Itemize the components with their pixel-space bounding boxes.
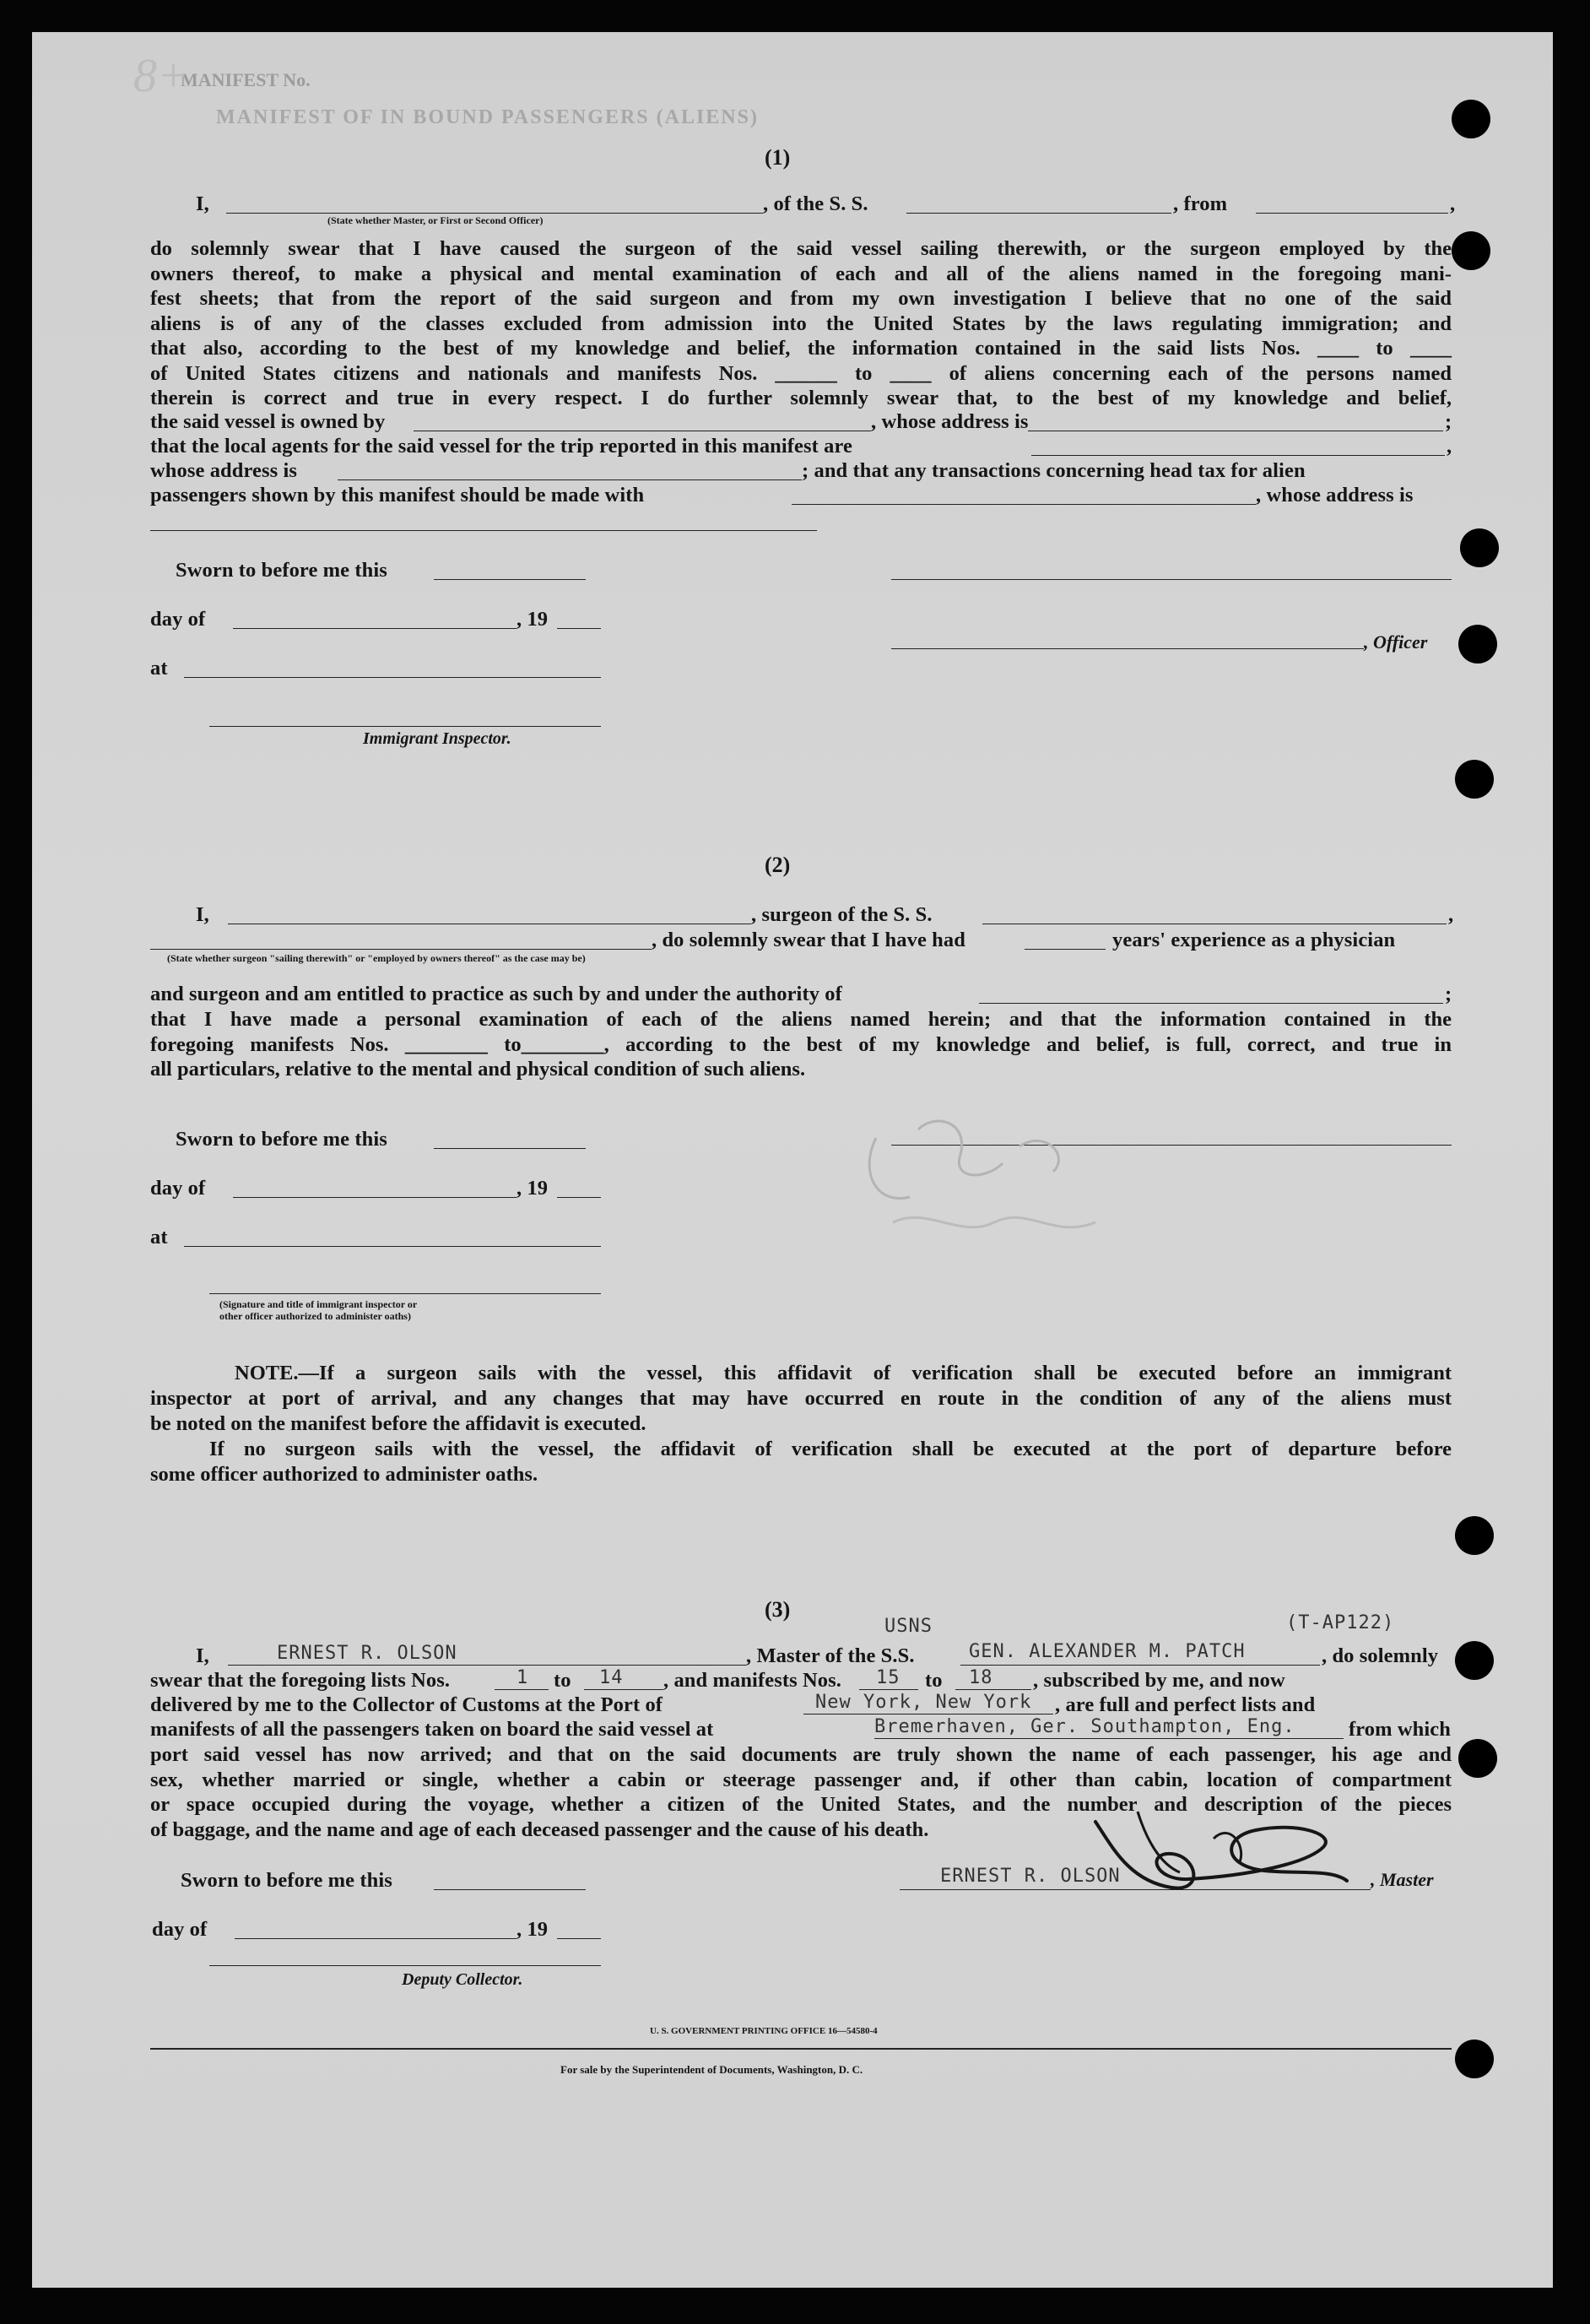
s2-comma: , — [1448, 903, 1454, 926]
s3-port-blank[interactable] — [803, 1714, 1053, 1715]
s1-day-blank[interactable] — [233, 628, 516, 629]
s3-typed-usns: USNS — [884, 1616, 933, 1637]
s2-i-label: I, — [196, 903, 209, 926]
s2-at-blank[interactable] — [184, 1246, 601, 1247]
s1-officer: , Officer — [1364, 631, 1428, 653]
manifest-page — [32, 32, 1553, 2288]
s2-year: , 19 — [516, 1177, 549, 1200]
s1-day-of: day of — [150, 608, 206, 631]
s2-solemnly: , do solemnly swear that I have had — [652, 929, 965, 951]
s3-to-1: to — [554, 1669, 571, 1692]
s1-para-line: aliens is of any of the classes excluded from admission into the United States by the laws regulating immigration; and — [150, 311, 1452, 335]
binder-hole-icon — [1460, 528, 1499, 567]
s1-sworn: Sworn to before me this — [176, 559, 387, 582]
section-3-number: (3) — [765, 1597, 791, 1622]
s2-sworn-blank[interactable] — [434, 1148, 586, 1149]
s2-note2-paragraph — [150, 1437, 1452, 1487]
s2-oath-paragraph — [150, 1007, 1452, 1082]
s2-para-line: all particulars, relative to the mental and physical condition of such aliens. — [150, 1058, 806, 1081]
s3-delivered: delivered by me to the Collector of Customs at the Port of — [150, 1693, 663, 1716]
s1-passengers-shown: passengers shown by this manifest should be made with — [150, 484, 645, 507]
s1-note-master: (State whether Master, or First or Second Officer) — [327, 214, 544, 226]
s2-para-line: foregoing manifests Nos. ________ to________, according to the best of my knowledge and belief, is full, correct, and true in — [150, 1032, 1452, 1056]
s3-sworn-blank[interactable] — [434, 1889, 586, 1890]
binder-hole-icon — [1455, 1516, 1494, 1555]
binder-hole-icon — [1455, 2040, 1494, 2078]
footer-gpo: U. S. GOVERNMENT PRINTING OFFICE 16—54580-4 — [650, 2026, 878, 2036]
s2-year-blank[interactable] — [557, 1197, 601, 1198]
signature-scribble-icon — [1079, 1788, 1366, 1906]
s2-sig-note-2: other officer authorized to administer oaths) — [219, 1310, 411, 1322]
s2-note-line: NOTE.—If a surgeon sails with the vessel, this affidavit of verification shall be executed before an immigrant — [235, 1362, 1452, 1384]
s1-from-label: , from — [1173, 192, 1228, 215]
s3-typed-vessel[interactable]: GEN. ALEXANDER M. PATCH — [969, 1641, 1246, 1662]
s1-officer-name-blank[interactable] — [226, 213, 763, 214]
s3-year: , 19 — [516, 1918, 549, 1941]
s2-surgeon-type-blank[interactable] — [150, 949, 652, 950]
ghost-manifest-title: MANIFEST OF IN BOUND PASSENGERS (ALIENS) — [216, 106, 759, 128]
s3-para-line: of baggage, and the name and age of each deceased passenger and the cause of his death. — [150, 1817, 929, 1841]
s3-vessel-blank[interactable] — [960, 1665, 1320, 1666]
s1-comma: , — [1450, 192, 1456, 215]
s2-note2-line: If no surgeon sails with the vessel, the affidavit of verification shall be executed at the port of departure before — [209, 1438, 1452, 1460]
s2-note-surgeon: (State whether surgeon "sailing therewith" or "employed by owners thereof" as the case may be) — [167, 952, 586, 964]
s1-at: at — [150, 657, 168, 680]
s3-typed-hull: (T-AP122) — [1286, 1612, 1395, 1633]
s2-at: at — [150, 1226, 168, 1249]
s1-para-line: fest sheets; that from the report of the said surgeon and from my own investigation I believe that no one of the said — [150, 287, 1452, 310]
section-2-number: (2) — [765, 853, 791, 877]
footer-rule — [150, 2048, 1452, 2050]
s3-man-from-blank[interactable] — [859, 1689, 918, 1690]
s2-surgeon-of: , surgeon of the S. S. — [751, 903, 933, 926]
s3-typed-list-to[interactable]: 14 — [599, 1667, 624, 1688]
s2-sworn: Sworn to before me this — [176, 1128, 387, 1151]
s3-day-blank[interactable] — [235, 1938, 516, 1939]
s1-whose-address-2: whose address is — [150, 459, 298, 482]
s3-master-name-blank[interactable] — [228, 1665, 746, 1666]
ghost-manifest-number: MANIFEST No. — [181, 69, 311, 90]
s1-para-line: of United States citizens and nationals and manifests Nos. ______ to ____ of aliens concerning each of the persons named — [150, 361, 1452, 385]
s1-para-line: that also, according to the best of my knowledge and belief, the information contained in the said lists Nos. ____ to ____ — [150, 337, 1452, 360]
s3-deputy-collector: Deputy Collector. — [402, 1970, 523, 1989]
s2-signature-line[interactable] — [209, 1293, 601, 1294]
s1-from-blank[interactable] — [1256, 213, 1448, 214]
s2-years: years' experience as a physician — [1112, 929, 1396, 951]
s3-typed-man-from[interactable]: 15 — [876, 1667, 900, 1688]
s3-typed-list-from[interactable]: 1 — [516, 1667, 529, 1688]
s3-typed-man-to[interactable]: 18 — [969, 1667, 993, 1688]
s1-para-line: owners thereof, to make a physical and mental examination of each and all of the aliens named in the foregoing mani- — [150, 262, 1452, 285]
s1-agents-blank[interactable] — [1031, 455, 1445, 456]
binder-hole-icon — [1455, 1641, 1494, 1680]
handwritten-mark: 8+ — [133, 50, 189, 102]
s3-master-of: , Master of the S.S. — [746, 1644, 915, 1667]
s3-and-manifests: , and manifests Nos. — [663, 1669, 841, 1692]
s3-subscribed: , subscribed by me, and now — [1033, 1669, 1285, 1692]
s3-list-to-blank[interactable] — [584, 1689, 663, 1690]
s2-para-line: that I have made a personal examination of each of the aliens named herein; and that the information contained in the — [150, 1008, 1452, 1031]
s1-officer-signature-line[interactable] — [891, 648, 1364, 649]
section-1-number: (1) — [765, 145, 791, 170]
footer-sale: For sale by the Superintendent of Documents, Washington, D. C. — [560, 2063, 863, 2076]
s2-note-paragraph — [150, 1361, 1452, 1437]
s3-swear-lists: swear that the foregoing lists Nos. — [150, 1669, 451, 1692]
s1-para-line: therein is correct and true in every respect. I do further solemnly swear that, to the best of my knowledge and belief, — [150, 387, 1452, 409]
s2-authority-blank[interactable] — [979, 1003, 1443, 1004]
s1-sworn-blank[interactable] — [434, 579, 586, 580]
s1-of-ss-label: , of the S. S. — [763, 192, 868, 215]
binder-hole-icon — [1458, 625, 1497, 664]
s3-to-2: to — [925, 1669, 943, 1692]
s3-para-line: sex, whether married or single, whether a cabin or steerage passenger and, if other than cabin, location of compartment — [150, 1768, 1452, 1791]
s3-day-of: day of — [152, 1918, 208, 1941]
s1-immigrant-inspector: Immigrant Inspector. — [363, 729, 511, 748]
s1-inspector-signature-line[interactable] — [209, 726, 601, 727]
s3-from-which: from which — [1349, 1718, 1451, 1741]
s2-authority: and surgeon and am entitled to practice as such by and under the authority of — [150, 983, 842, 1005]
s3-do-solemnly: , do solemnly — [1322, 1644, 1439, 1667]
s2-day-of: day of — [150, 1177, 206, 1200]
s3-i-label: I, — [196, 1644, 209, 1667]
s2-faint-handwriting — [842, 1079, 1146, 1273]
s3-year-blank[interactable] — [557, 1938, 601, 1939]
s3-departure-blank[interactable] — [874, 1738, 1344, 1739]
s3-para-line: port said vessel has now arrived; and that on the said documents are truly shown the name of each passenger, his age and — [150, 1743, 1452, 1766]
s1-year: , 19 — [516, 608, 549, 631]
binder-hole-icon — [1458, 1739, 1497, 1778]
s1-at-blank[interactable] — [184, 677, 601, 678]
s2-note-line: be noted on the manifest before the affidavit is executed. — [150, 1412, 646, 1435]
s3-typed-port[interactable]: New York, New York — [815, 1692, 1032, 1713]
s2-sig-note-1: (Signature and title of immigrant inspector or — [219, 1298, 418, 1310]
s1-head-tax-party-blank[interactable] — [792, 504, 1256, 505]
s3-master: , Master — [1371, 1869, 1434, 1890]
s1-semicolon: ; — [1445, 410, 1452, 433]
s1-vessel-blank[interactable] — [906, 213, 1171, 214]
s3-full-perfect: , are full and perfect lists and — [1055, 1693, 1316, 1716]
s2-years-blank[interactable] — [1025, 949, 1106, 950]
binder-hole-icon — [1455, 760, 1494, 799]
s1-year-blank[interactable] — [557, 628, 601, 629]
s1-owned-by: the said vessel is owned by — [150, 410, 386, 433]
s1-i-label: I, — [196, 192, 209, 215]
s2-note-line: inspector at port of arrival, and any changes that may have occurred en route in the condition of any of the aliens must — [150, 1387, 1452, 1410]
s1-oath-paragraph — [150, 236, 1452, 411]
s3-typed-signer: ERNEST R. OLSON — [940, 1866, 1121, 1887]
s3-man-to-blank[interactable] — [955, 1689, 1031, 1690]
s2-note2-line: some officer authorized to administer oaths. — [150, 1463, 538, 1486]
s1-whose-address: , whose address is — [871, 410, 1029, 433]
s3-para-line: or space occupied during the voyage, whether a citizen of the United States, and the number and description of the pieces — [150, 1793, 1452, 1816]
binder-hole-icon — [1452, 231, 1490, 270]
s3-list-from-blank[interactable] — [495, 1689, 549, 1690]
s3-manifests-all: manifests of all the passengers taken on board the said vessel at — [150, 1718, 714, 1741]
s1-head-tax: ; and that any transactions concerning head tax for alien — [802, 459, 1306, 482]
s1-comma-2: , — [1447, 435, 1452, 458]
s3-sworn: Sworn to before me this — [181, 1869, 392, 1892]
s1-officer-signature-top-line[interactable] — [891, 579, 1452, 580]
s1-agents-address-blank[interactable] — [338, 479, 802, 480]
s3-typed-departure[interactable]: Bremerhaven, Ger. Southampton, Eng. — [874, 1716, 1295, 1737]
binder-hole-icon — [1452, 100, 1490, 138]
s2-day-blank[interactable] — [233, 1197, 516, 1198]
s3-collector-signature-line[interactable] — [209, 1965, 601, 1966]
s1-whose-address-3: , whose address is — [1256, 484, 1414, 507]
s3-typed-name[interactable]: ERNEST R. OLSON — [277, 1643, 457, 1664]
s2-semicolon: ; — [1445, 983, 1452, 1005]
s1-para-line: do solemnly swear that I have caused the surgeon of the said vessel sailing therewith, or the surgeon employed by the — [150, 237, 1452, 260]
s1-head-tax-address-blank[interactable] — [150, 530, 817, 531]
s1-local-agents: that the local agents for the said vessel for the trip reported in this manifest are — [150, 435, 853, 458]
